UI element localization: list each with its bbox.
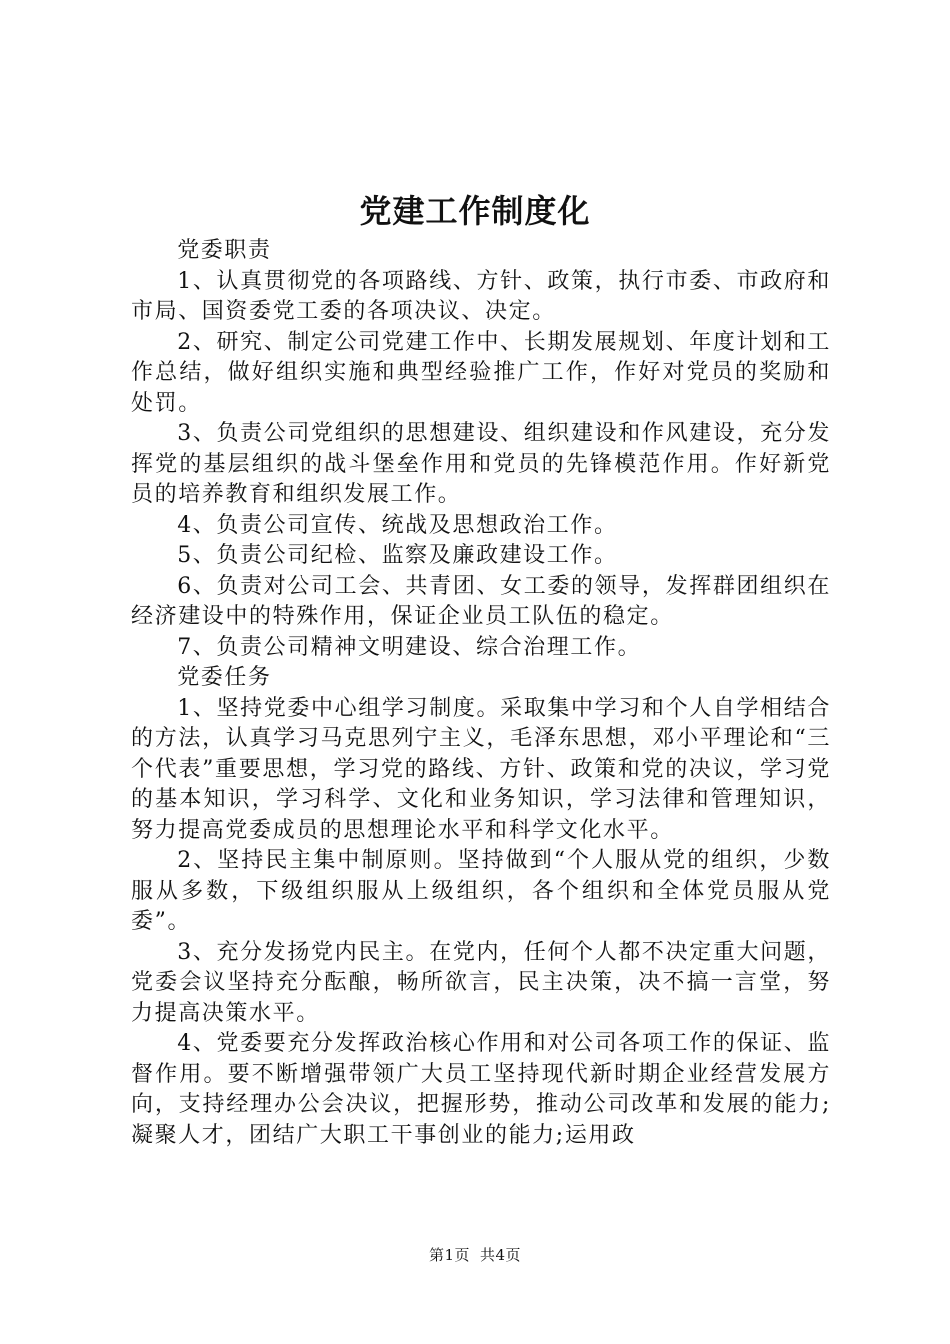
section-heading: 党委职责 — [177, 238, 272, 263]
paragraph: 3、负责公司党组织的思想建设、组织建设和作风建设，充分发挥党的基层组织的战斗堡垒作用和党员的先锋模范作用。作好新党员的培养教育和组织发展工作。 — [131, 421, 831, 507]
paragraph: 4、党委要充分发挥政治核心作用和对公司各项工作的保证、监督作用。要不断增强带领广大员工坚持现代新时期企业经营发展方向，支持经理办公会决议，把握形势，推动公司改革和发展的能力;凝聚人才，团结广大职工干事创业的能力;运用政 — [131, 1031, 831, 1148]
paragraph: 4、负责公司宣传、统战及思想政治工作。 — [177, 512, 618, 538]
section-heading: 党委任务 — [177, 665, 272, 690]
page-number: 第1页 — [428, 1246, 470, 1264]
page-footer — [0, 1244, 950, 1265]
paragraph: 1、坚持党委中心组学习制度。采取集中学习和个人自学相结合的方法，认真学习马克思列宁主义，毛泽东思想，邓小平理论和“三个代表”重要思想，学习党的路线、方针、政策和党的决议，学习党的基本知识，学习科学、文化和业务知识，学习法律和管理知识，努力提高党委成员的思想理论水平和科学文化水平。 — [131, 695, 831, 843]
paragraph: 7、负责公司精神文明建设、综合治理工作。 — [177, 634, 642, 660]
document-body — [131, 236, 831, 1151]
paragraph: 2、坚持民主集中制原则。坚持做到“个人服从党的组织，少数服从多数，下级组织服从上级组织，各个组织和全体党员服从党委”。 — [131, 848, 831, 934]
paragraph: 5、负责公司纪检、监察及廉政建设工作。 — [177, 543, 618, 568]
paragraph: 6、负责对公司工会、共青团、女工委的领导，发挥群团组织在经济建设中的特殊作用，保证企业员工队伍的稳定。 — [131, 573, 831, 629]
paragraph: 1、认真贯彻党的各项路线、方针、政策，执行市委、市政府和市局、国资委党工委的各项决议、决定。 — [131, 268, 831, 324]
document-title: 党建工作制度化 — [359, 192, 591, 230]
paragraph: 2、研究、制定公司党建工作中、长期发展规划、年度计划和工作总结，做好组织实施和典型经验推广工作，作好对党员的奖励和处罚。 — [131, 329, 831, 416]
paragraph: 3、充分发扬党内民主。在党内，任何个人都不决定重大问题，党委会议坚持充分酝酿，畅所欲言，民主决策，决不搞一言堂，努力提高决策水平。 — [131, 939, 831, 1026]
page-total: 共4页 — [480, 1246, 522, 1264]
